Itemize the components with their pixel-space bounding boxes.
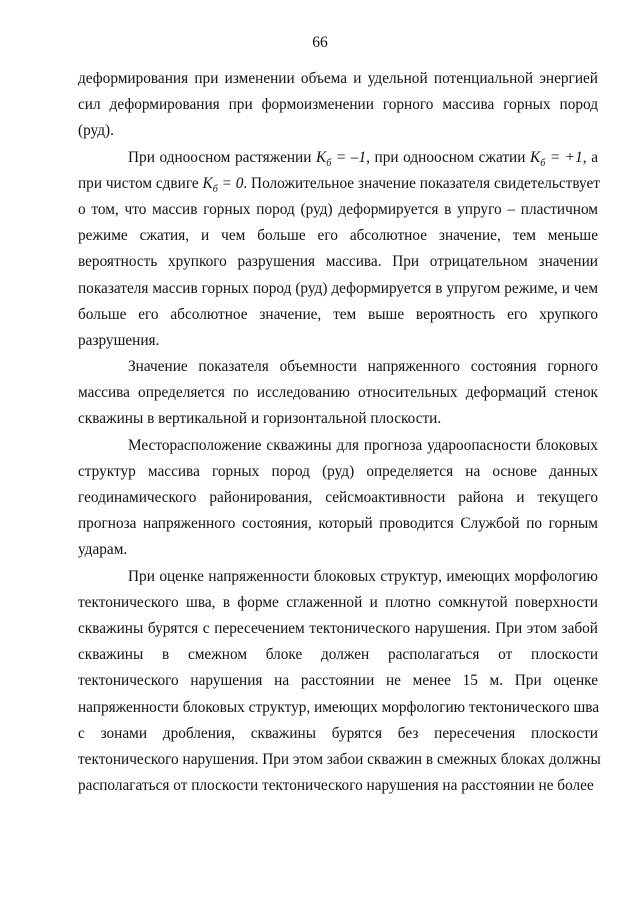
paragraph <box>78 145 598 355</box>
text-line: геодинамического районирования, сейсмоактивности района и текущего <box>78 489 598 506</box>
text-line: вероятность хрупкого разрушения массива. При отрицательном значении <box>78 253 598 271</box>
text-line: При одноосном растяжении $K_б = -1$, при одноосном сжатии $K_б = +1$, а <box>128 148 598 169</box>
text-line: располагаться от плоскости тектонического нарушения на расстоянии не более <box>78 777 594 795</box>
text-line: при чистом сдвиге $K_б = 0$. Положительное значение показателя свидетельствует <box>78 174 600 195</box>
text-line: напряженности блоковых структур, имеющих морфологию тектонического шва <box>78 698 600 716</box>
text-line: тектонического нарушения на расстоянии не менее 15 м. При оценке <box>78 672 598 690</box>
text-line: скважины в вертикальной и горизонтальной плоскости. <box>78 410 442 428</box>
text-line: тектонического шва, в форме сглаженной и плотно сомкнутой поверхности <box>78 593 598 611</box>
text-line: массива определяется по исследованию относительных деформаций стенок <box>78 384 598 402</box>
paragraph <box>78 66 598 145</box>
text-line: тектонического нарушения. При этом забои скважин в смежных блоках должны <box>78 750 601 768</box>
text-line: При оценке напряженности блоковых структур, имеющих морфологию <box>128 567 598 585</box>
text-line: деформирования при изменении объема и удельной потенциальной энергией <box>78 70 598 87</box>
text-line: Значение показателя объемности напряженного состояния горного <box>128 358 598 376</box>
text-line: (руд). <box>78 122 114 140</box>
text-line: структур массива горных пород (руд) определяется на основе данных <box>78 462 598 480</box>
text-line: ударам. <box>78 541 128 559</box>
text-line: Месторасположение скважины для прогноза удароопасности блоковых <box>128 436 598 454</box>
paragraph <box>78 433 598 564</box>
paragraph <box>78 354 598 433</box>
page-number: 66 <box>312 34 328 51</box>
text-line: сил деформирования при формоизменении горного массива горных пород <box>78 96 598 114</box>
text-line: скважины бурятся с пересечением тектонического нарушения. При этом забой <box>78 619 598 637</box>
text-line: о том, что массив горных пород (руд) деформируется в упруго – пластичном <box>78 200 598 218</box>
text-line: больше его абсолютное значение, тем выше вероятность его хрупкого <box>78 305 598 323</box>
text-body <box>78 66 601 799</box>
text-line: прогноза напряженного состояния, который проводится Службой по горным <box>78 515 598 533</box>
paragraph <box>78 564 601 800</box>
text-line: с зонами дробления, скважины бурятся без пересечения плоскости <box>78 724 598 742</box>
text-line: скважины в смежном блоке должен располагаться от плоскости <box>78 646 598 664</box>
text-line: показателя массив горных пород (руд) деформируется в упругом режиме, и чем <box>78 279 598 297</box>
text-line: разрушения. <box>78 331 160 349</box>
text-line: режиме сжатия, и чем больше его абсолютное значение, тем меньше <box>78 227 598 245</box>
